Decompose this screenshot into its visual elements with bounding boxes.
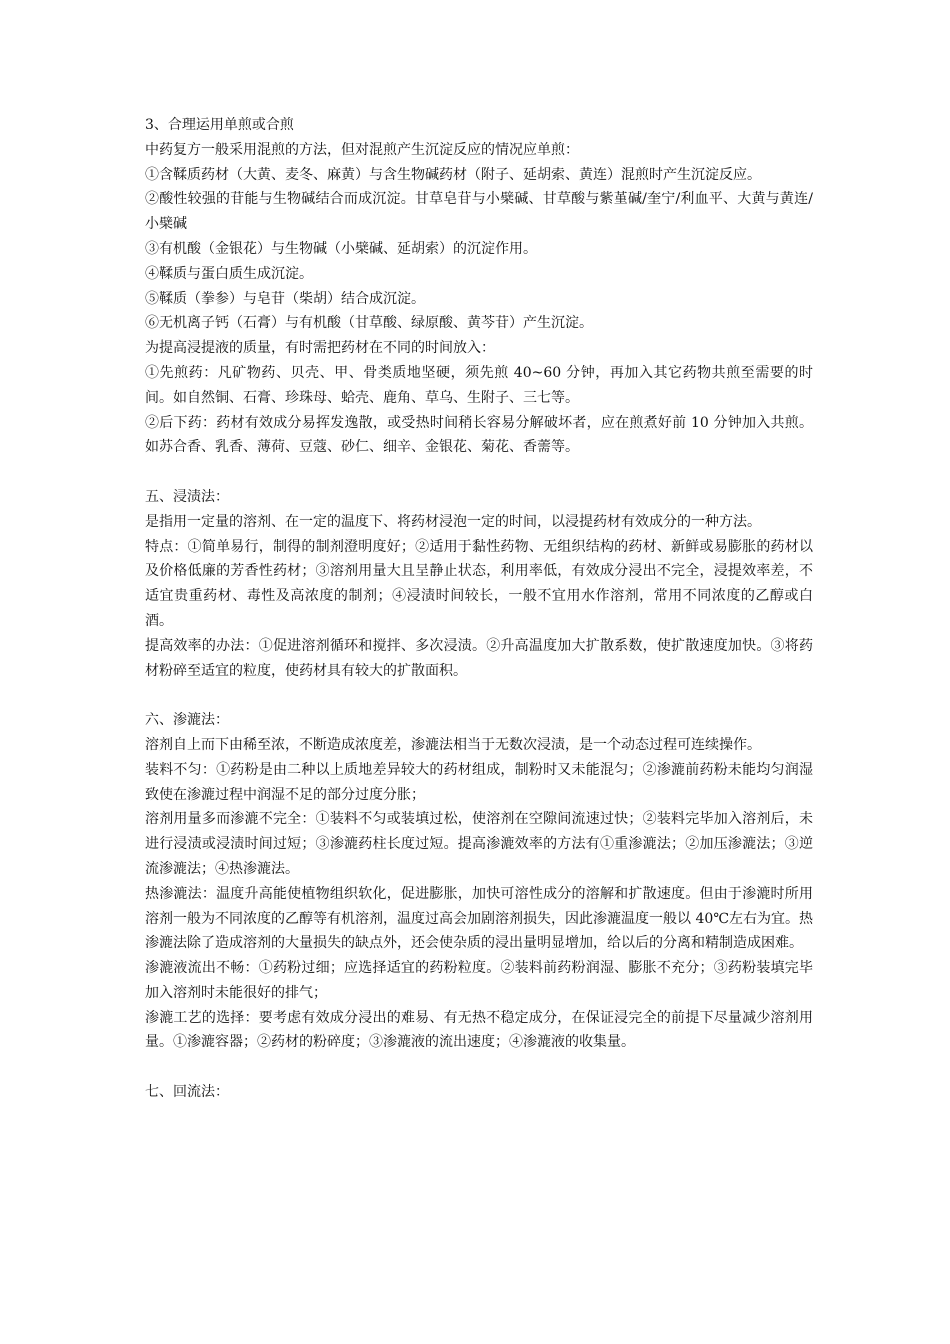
paragraph-poor-outflow: 渗漉液流出不畅：①药粉过细；应选择适宜的药粉粒度。②装料前药粉润湿、膨胀不充分；③药粉装填完毕加入溶剂时未能很好的排气； bbox=[145, 960, 813, 1001]
paragraph-percolation-definition: 溶剂自上而下由稀至浓，不断造成浓度差，渗漉法相当于无数次浸渍，是一个动态过程可连续操作。 bbox=[145, 736, 761, 753]
paragraph-uneven-packing: 装料不匀：①药粉是由二种以上质地差异较大的药材组成，制粉时又未能混匀；②渗漉前药粉未能均匀润湿致使在渗漉过程中润湿不足的部分过度分胀； bbox=[145, 761, 813, 803]
list-item-tannin-protein: ④鞣质与蛋白质生成沉淀。 bbox=[145, 265, 313, 282]
heading-combined-decoction: 3、合理运用单煎或合煎 bbox=[145, 117, 294, 133]
list-item-organic-acid: ③有机酸（金银花）与生物碱（小檗碱、延胡索）的沉淀作用。 bbox=[145, 240, 537, 257]
heading-reflux: 七、回流法： bbox=[145, 1084, 229, 1101]
list-item-calcium-acid: ⑥无机离子钙（石膏）与有机酸（甘草酸、绿原酸、黄芩苷）产生沉淀。 bbox=[145, 315, 593, 332]
paragraph-spacer bbox=[145, 683, 813, 708]
paragraph-maceration-efficiency: 提高效率的办法：①促进溶剂循环和搅拌、多次浸渍。②升高温度加大扩散系数，使扩散速度加快。③将药材粉碎至适宜的粒度，使药材具有较大的扩散面积。 bbox=[145, 637, 813, 679]
paragraph-intro-decoction: 中药复方一般采用混煎的方法，但对混煎产生沉淀反应的情况应单煎： bbox=[145, 141, 579, 158]
list-item-tannin-saponin: ⑤鞣质（拳参）与皂苷（柴胡）结合成沉淀。 bbox=[145, 290, 425, 307]
paragraph-maceration-definition: 是指用一定量的溶剂、在一定的温度下、将药材浸泡一定的时间，以浸提药材有效成分的一种方法。 bbox=[145, 513, 761, 530]
list-item-decoct-first: ①先煎药：凡矿物药、贝壳、甲、骨类质地坚硬，须先煎 40~60 分钟，再加入其它药物共煎至需要的时间。如自然铜、石膏、珍珠母、蛤壳、鹿角、草乌、生附子、三七等。 bbox=[145, 364, 813, 406]
list-item-add-later: ②后下药：药材有效成分易挥发逸散，或受热时间稍长容易分解破坏者，应在煎煮好前 10 分钟加入共煎。如苏合香、乳香、薄荷、豆蔻、砂仁、细辛、金银花、菊花、香薷等。 bbox=[145, 414, 813, 456]
list-item-tannin-alkaloid: ①含鞣质药材（大黄、麦冬、麻黄）与含生物碱药材（附子、延胡索、黄连）混煎时产生沉淀反应。 bbox=[145, 166, 761, 183]
paragraph-process-selection: 渗漉工艺的选择：要考虑有效成分浸出的难易、有无热不稳定成分，在保证浸完全的前提下尽量减少溶剂用量。①渗漉容器；②药材的粉碎度；③渗漉液的流出速度；④渗漉液的收集量。 bbox=[145, 1009, 813, 1051]
heading-maceration: 五、浸渍法： bbox=[145, 488, 229, 505]
list-item-acidic-glycoside: ②酸性较强的苷能与生物碱结合而成沉淀。甘草皂苷与小檗碱、甘草酸与紫堇碱/奎宁/利血平、大黄与黄连/小檗碱 bbox=[145, 191, 813, 233]
document-page bbox=[145, 113, 813, 1105]
paragraph-timing-intro: 为提高浸提液的质量，有时需把药材在不同的时间放入： bbox=[145, 340, 495, 357]
paragraph-solvent-usage: 溶剂用量多而渗漉不完全：①装料不匀或装填过松，使溶剂在空隙间流速过快；②装料完毕加入溶剂后，未进行浸渍或浸渍时间过短；③渗漉药柱长度过短。提高渗漉效率的方法有①重渗漉法；②加压渗漉法；③逆流渗漉法；④热渗漉法。 bbox=[145, 811, 813, 877]
paragraph-hot-percolation: 热渗漉法：温度升高能使植物组织软化，促进膨胀，加快可溶性成分的溶解和扩散速度。但由于渗漉时所用溶剂一般为不同浓度的乙醇等有机溶剂，温度过高会加剧溶剂损失，因此渗漉温度一般以 40℃左右为宜。热渗漉法除了造成溶剂的大量损失的缺点外，还会使杂质的浸出量明显增加，给以后的分离和精制造成困难。 bbox=[145, 885, 813, 952]
paragraph-spacer bbox=[145, 460, 813, 485]
paragraph-maceration-features: 特点：①简单易行，制得的制剂澄明度好；②适用于黏性药物、无组织结构的药材、新鲜或易膨胀的药材以及价格低廉的芳香性药材；③溶剂用量大且呈静止状态，利用率低，有效成分浸出不完全，浸提效率差，不适宜贵重药材、毒性及高浓度的制剂；④浸渍时间较长，一般不宜用水作溶剂，常用不同浓度的乙醇或白酒。 bbox=[145, 538, 813, 629]
paragraph-spacer bbox=[145, 1055, 813, 1080]
heading-percolation: 六、渗漉法： bbox=[145, 712, 229, 729]
